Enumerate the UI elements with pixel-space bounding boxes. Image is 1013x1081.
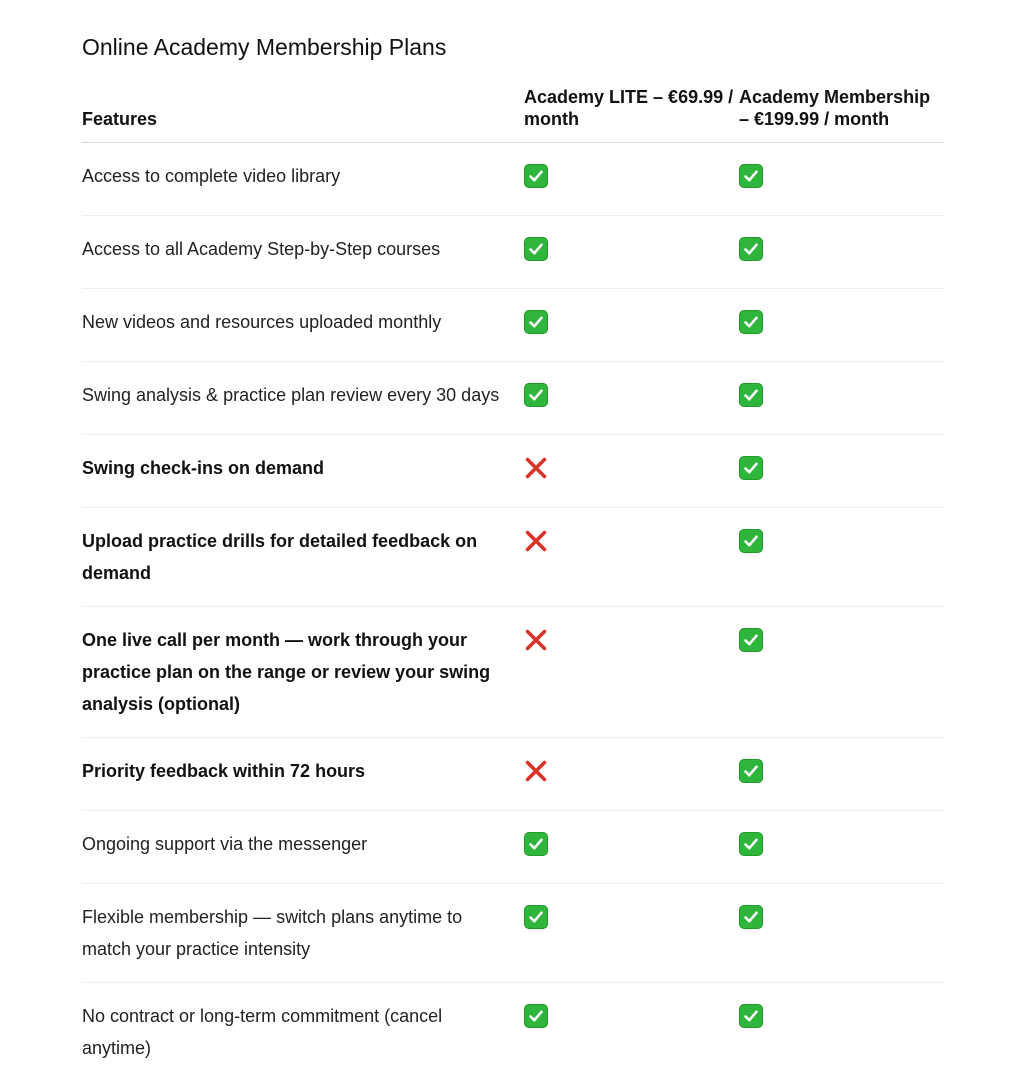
lite-availability-cell: [524, 607, 739, 738]
check-icon: [739, 905, 763, 929]
feature-label: Access to all Academy Step-by-Step courses: [82, 216, 524, 289]
lite-availability-cell: [524, 435, 739, 508]
check-icon: [739, 628, 763, 652]
feature-label: Ongoing support via the messenger: [82, 811, 524, 884]
feature-label: Swing analysis & practice plan review every 30 days: [82, 362, 524, 435]
table-header-row: [82, 86, 944, 143]
check-icon: [524, 905, 548, 929]
table-row: [82, 983, 944, 1081]
lite-availability-cell: [524, 983, 739, 1081]
check-icon: [524, 310, 548, 334]
table-row: [82, 508, 944, 607]
table-row: [82, 607, 944, 738]
table-row: [82, 362, 944, 435]
check-icon: [524, 383, 548, 407]
check-icon: [524, 237, 548, 261]
lite-availability-cell: [524, 738, 739, 811]
table-row: [82, 435, 944, 508]
membership-availability-cell: [739, 811, 944, 884]
cross-icon: [524, 529, 548, 553]
membership-availability-cell: [739, 508, 944, 607]
lite-plan-column-header: Academy LITE – €69.99 / month: [524, 86, 739, 143]
check-icon: [739, 759, 763, 783]
lite-availability-cell: [524, 216, 739, 289]
membership-availability-cell: [739, 983, 944, 1081]
plans-comparison-table: [82, 86, 944, 1081]
check-icon: [739, 529, 763, 553]
table-row: [82, 884, 944, 983]
check-icon: [524, 164, 548, 188]
membership-availability-cell: [739, 143, 944, 216]
check-icon: [739, 310, 763, 334]
cross-icon: [524, 456, 548, 480]
feature-label: Priority feedback within 72 hours: [82, 738, 524, 811]
check-icon: [739, 237, 763, 261]
table-row: [82, 289, 944, 362]
features-column-header: Features: [82, 86, 524, 143]
check-icon: [739, 456, 763, 480]
lite-availability-cell: [524, 884, 739, 983]
check-icon: [739, 164, 763, 188]
lite-availability-cell: [524, 289, 739, 362]
membership-availability-cell: [739, 362, 944, 435]
table-row: [82, 216, 944, 289]
feature-label: Flexible membership — switch plans anytime to match your practice intensity: [82, 884, 524, 983]
membership-availability-cell: [739, 738, 944, 811]
membership-availability-cell: [739, 435, 944, 508]
check-icon: [739, 832, 763, 856]
table-row: [82, 738, 944, 811]
lite-availability-cell: [524, 143, 739, 216]
feature-label: Upload practice drills for detailed feedback on demand: [82, 508, 524, 607]
table-row: [82, 811, 944, 884]
check-icon: [524, 832, 548, 856]
lite-availability-cell: [524, 508, 739, 607]
membership-availability-cell: [739, 884, 944, 983]
check-icon: [739, 1004, 763, 1028]
membership-availability-cell: [739, 216, 944, 289]
membership-availability-cell: [739, 607, 944, 738]
feature-label: Access to complete video library: [82, 143, 524, 216]
page-title: Online Academy Membership Plans: [82, 34, 446, 61]
lite-availability-cell: [524, 362, 739, 435]
table-row: [82, 143, 944, 216]
check-icon: [524, 1004, 548, 1028]
cross-icon: [524, 759, 548, 783]
feature-label: Swing check-ins on demand: [82, 435, 524, 508]
feature-label: New videos and resources uploaded monthly: [82, 289, 524, 362]
check-icon: [739, 383, 763, 407]
feature-label: No contract or long-term commitment (cancel anytime): [82, 983, 524, 1081]
feature-label: One live call per month — work through your practice plan on the range or review your swing analysis (optional): [82, 607, 524, 738]
lite-availability-cell: [524, 811, 739, 884]
membership-plan-column-header: Academy Membership – €199.99 / month: [739, 86, 944, 143]
membership-availability-cell: [739, 289, 944, 362]
cross-icon: [524, 628, 548, 652]
